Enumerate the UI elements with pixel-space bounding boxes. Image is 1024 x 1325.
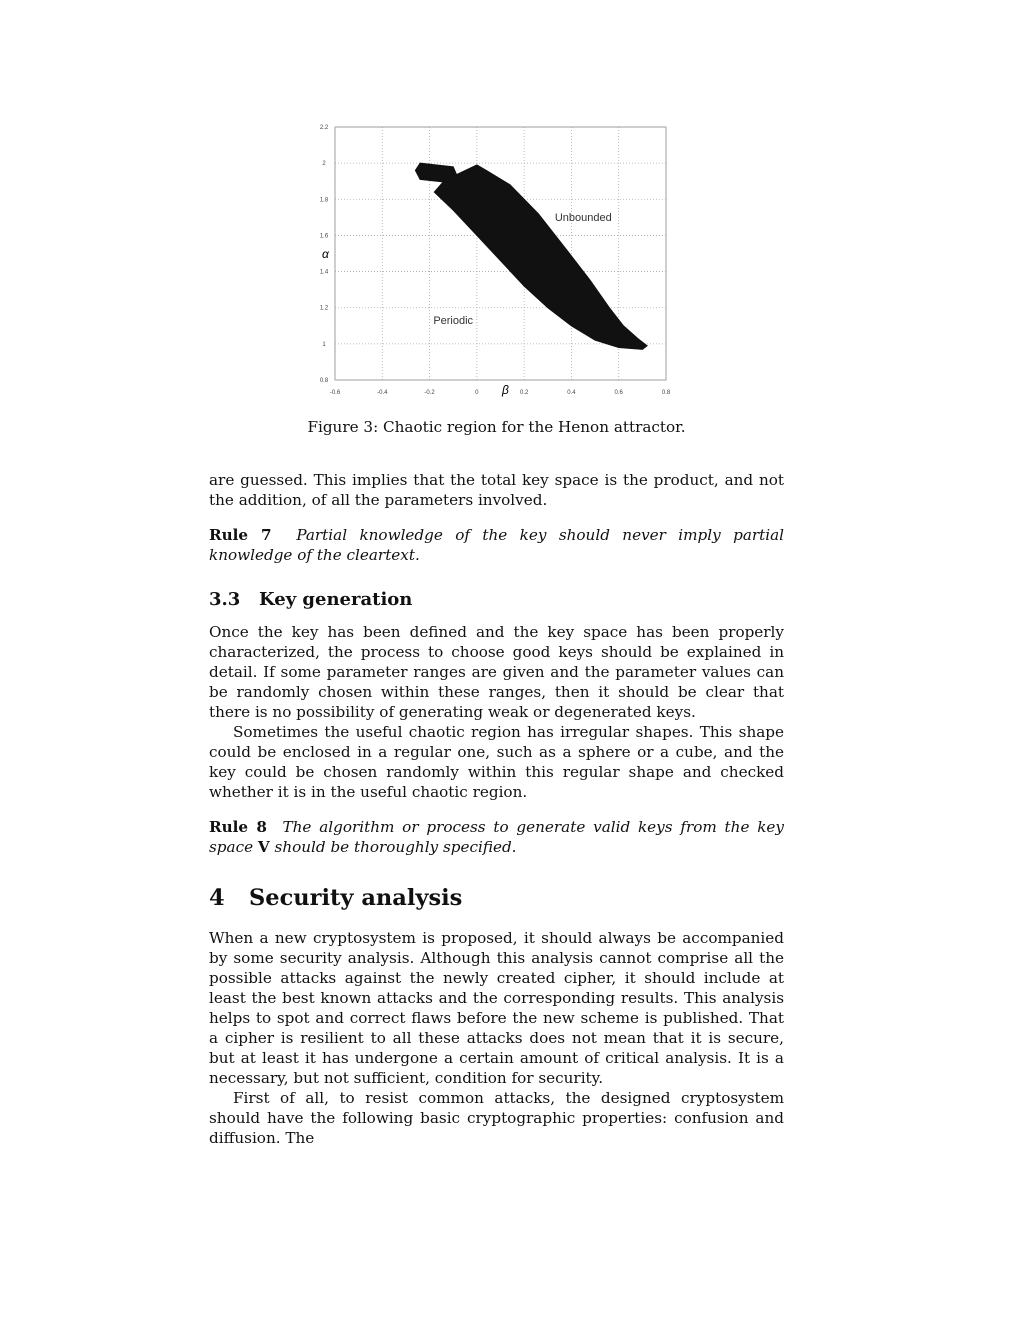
x-tick-label: 0.8	[661, 390, 671, 396]
henon-chart	[0, 0, 1024, 410]
section-heading-4	[209, 885, 784, 911]
x-tick-label: -0.2	[424, 390, 435, 396]
y-tick-label: 0.8	[319, 378, 329, 384]
y-tick-label: 1.6	[319, 233, 329, 240]
rule-8-text-b: should be thoroughly specified.	[274, 838, 517, 856]
x-tick-label: -0.4	[377, 390, 388, 396]
section-number: 4	[209, 885, 225, 911]
x-tick-label: -0.6	[329, 390, 341, 396]
rule-8-label: Rule 8	[209, 818, 267, 836]
rule-7	[209, 525, 784, 565]
section-heading-3-3	[209, 589, 784, 610]
rule-7-text: Partial knowledge of the key should never imply partial knowledge of the cleartext.	[209, 526, 785, 564]
y-tick-label: 1.2	[319, 305, 329, 312]
rule-8-text-a: The algorithm or process to generate valid keys from the key space	[209, 818, 784, 856]
paragraph: When a new cryptosystem is proposed, it should always be accompanied by some security analysis. Although this analysis cannot comprise all the possible attacks against the newly created cipher, it should include at least the best known attacks and the corresponding results. This analysis helps to spot and correct flaws before the new scheme is published. That a cipher is resilient to all these attacks does not mean that it is secure, but at least it has undergone a certain amount of critical analysis. It is a necessary, but not sufficient, condition for security.	[209, 929, 784, 1087]
x-tick-label: 0.2	[519, 390, 529, 396]
y-tick-label: 2.2	[319, 125, 329, 131]
figure-caption: Figure 3: Chaotic region for the Henon attractor.	[307, 418, 686, 436]
x-tick-label: 0	[475, 390, 479, 396]
x-tick-label: 0.4	[567, 390, 576, 396]
paragraph: Sometimes the useful chaotic region has irregular shapes. This shape could be enclosed in a regular one, such as a sphere or a cube, and the key could be chosen randomly within this regular shape and checked whether it is in the useful chaotic region.	[209, 723, 784, 801]
y-axis-label: α	[322, 247, 329, 261]
x-tick-label: 0.6	[614, 390, 623, 396]
annotation-periodic: Periodic	[433, 315, 474, 327]
rule-8-bold-v: V	[257, 838, 270, 856]
section-number: 3.3	[209, 589, 241, 610]
y-tick-label: 1.4	[319, 269, 329, 276]
paragraph: are guessed. This implies that the total key space is the product, and not the addition, of all the parameters involved.	[209, 471, 784, 509]
y-tick-label: 2	[322, 161, 326, 168]
paragraph: First of all, to resist common attacks, the designed cryptosystem should have the following basic cryptographic properties: confusion and diffusion. The	[209, 1089, 784, 1147]
y-tick-label: 1	[322, 341, 326, 348]
x-axis-label: β	[502, 383, 509, 397]
section-title: Key generation	[259, 589, 413, 610]
rule-8	[209, 817, 784, 857]
annotation-unbounded: Unbounded	[554, 212, 612, 224]
paragraph: Once the key has been defined and the key space has been properly characterized, the process to choose good keys should be explained in detail. If some parameter ranges are given and the parameter values can be randomly chosen within these ranges, then it should be clear that there is no possibility of generating weak or degenerated keys.	[209, 623, 784, 721]
rule-7-label: Rule 7	[209, 526, 272, 544]
y-tick-label: 1.8	[319, 197, 329, 204]
section-title: Security analysis	[249, 885, 463, 911]
